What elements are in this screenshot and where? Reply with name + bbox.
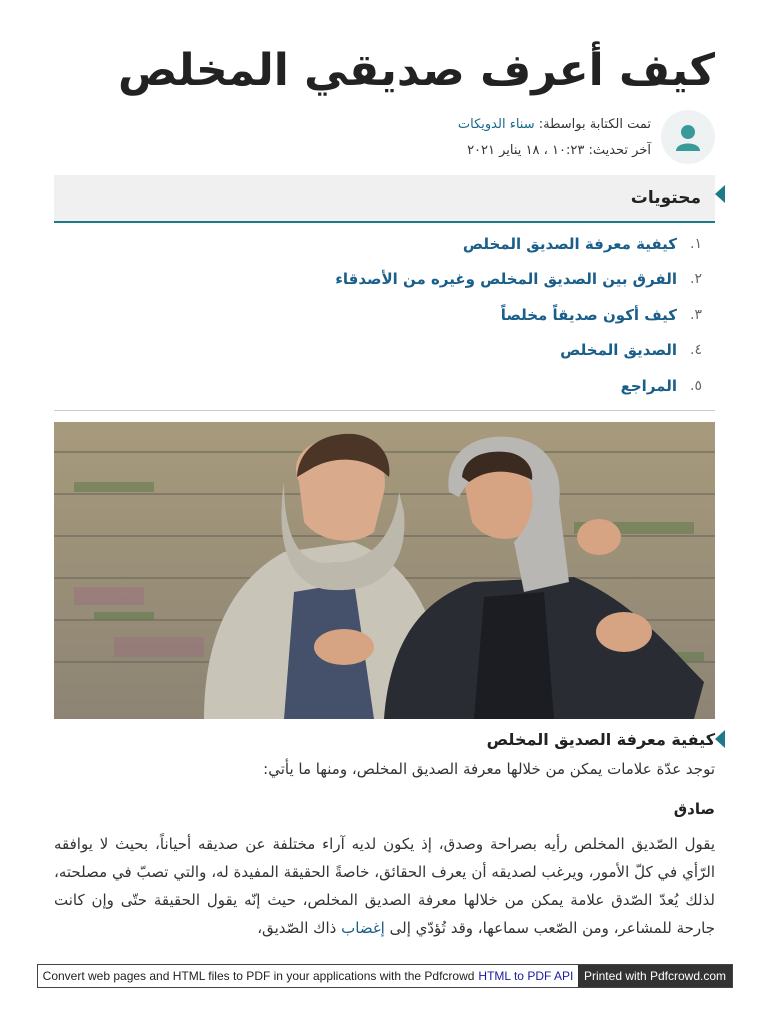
toc-item	[54, 297, 715, 333]
toc-title: محتويات	[630, 188, 701, 208]
last-updated: آخر تحديث: ١٠:٢٣ ، ١٨ يناير ٢٠٢١	[467, 143, 651, 158]
article-meta	[458, 112, 651, 164]
toc-item	[54, 368, 715, 404]
author-line	[458, 112, 651, 138]
paragraph-text: يقول الصّديق المخلص رأيه بصراحة وصدق، إذ يكون لديه آراء مختلفة عن صديقه أحياناً، بحيث لا يوافقه الرّأي في كلّ الأمور، ويرغب لصديقه أن يعرف الحقائق، خاصةً الحقيقة المفيدة له، والتي تصبّ في مصلحته، لذلك يُعدّ الصّدق علامة يمكن من خلالها معرفة الصديق المخلص، حيث إنّه يقول الحقيقة حتّى وإن كانت جارحة للمشاعر، ومن الصّعب سماعها، وقد تُؤدّي إلى	[54, 835, 715, 937]
pdf-footer	[37, 964, 733, 988]
toc-item-number: ٤.	[690, 342, 702, 359]
paragraph	[54, 830, 715, 942]
toc-item	[54, 333, 715, 369]
avatar	[661, 110, 715, 164]
footer-api-link[interactable]: HTML to PDF API	[478, 969, 574, 983]
subheading: صادق	[673, 800, 715, 818]
written-by-label: تمت الكتابة بواسطة:	[538, 117, 651, 132]
divider	[54, 410, 715, 411]
toc-list	[54, 226, 715, 404]
inline-link[interactable]: إغضاب	[341, 919, 385, 937]
toc-link[interactable]: الفرق بين الصديق المخلص وغيره من الأصدقاء	[335, 270, 677, 289]
section-heading	[54, 727, 715, 751]
toc-header[interactable]	[54, 175, 715, 223]
section-intro: توجد عدّة علامات يمكن من خلالها معرفة الصديق المخلص، ومنها ما يأتي:	[263, 760, 715, 778]
footer-text: Convert web pages and HTML files to PDF in your applications with the Pdfcrowd	[42, 969, 475, 983]
article-title: كيف أعرف صديقي المخلص	[118, 45, 715, 96]
toc-item-number: ٥.	[690, 377, 702, 394]
toc-link[interactable]: كيف أكون صديقاً مخلصاً	[500, 305, 677, 324]
toc-link[interactable]: كيفية معرفة الصديق المخلص	[462, 234, 677, 253]
section-marker-icon	[715, 730, 725, 748]
toc-item-number: ٣.	[690, 306, 702, 323]
toc-item	[54, 262, 715, 298]
footer-notice	[38, 965, 578, 987]
toc-item	[54, 226, 715, 262]
section-heading-text: كيفية معرفة الصديق المخلص	[486, 729, 715, 749]
article-photo	[54, 422, 715, 719]
toc-item-number: ٢.	[690, 271, 702, 288]
toc-link[interactable]: الصديق المخلص	[560, 341, 677, 360]
toc-toggle-icon[interactable]	[715, 185, 725, 203]
two-friends-photo	[54, 422, 715, 719]
paragraph-text-end: ذاك الصّديق،	[257, 919, 337, 937]
toc-item-number: ١.	[690, 235, 702, 252]
user-icon	[672, 121, 704, 153]
toc-link[interactable]: المراجع	[620, 376, 677, 395]
footer-printed-badge[interactable]: Printed with Pdfcrowd.com	[578, 965, 732, 987]
author-link[interactable]: سناء الدويكات	[457, 117, 535, 132]
